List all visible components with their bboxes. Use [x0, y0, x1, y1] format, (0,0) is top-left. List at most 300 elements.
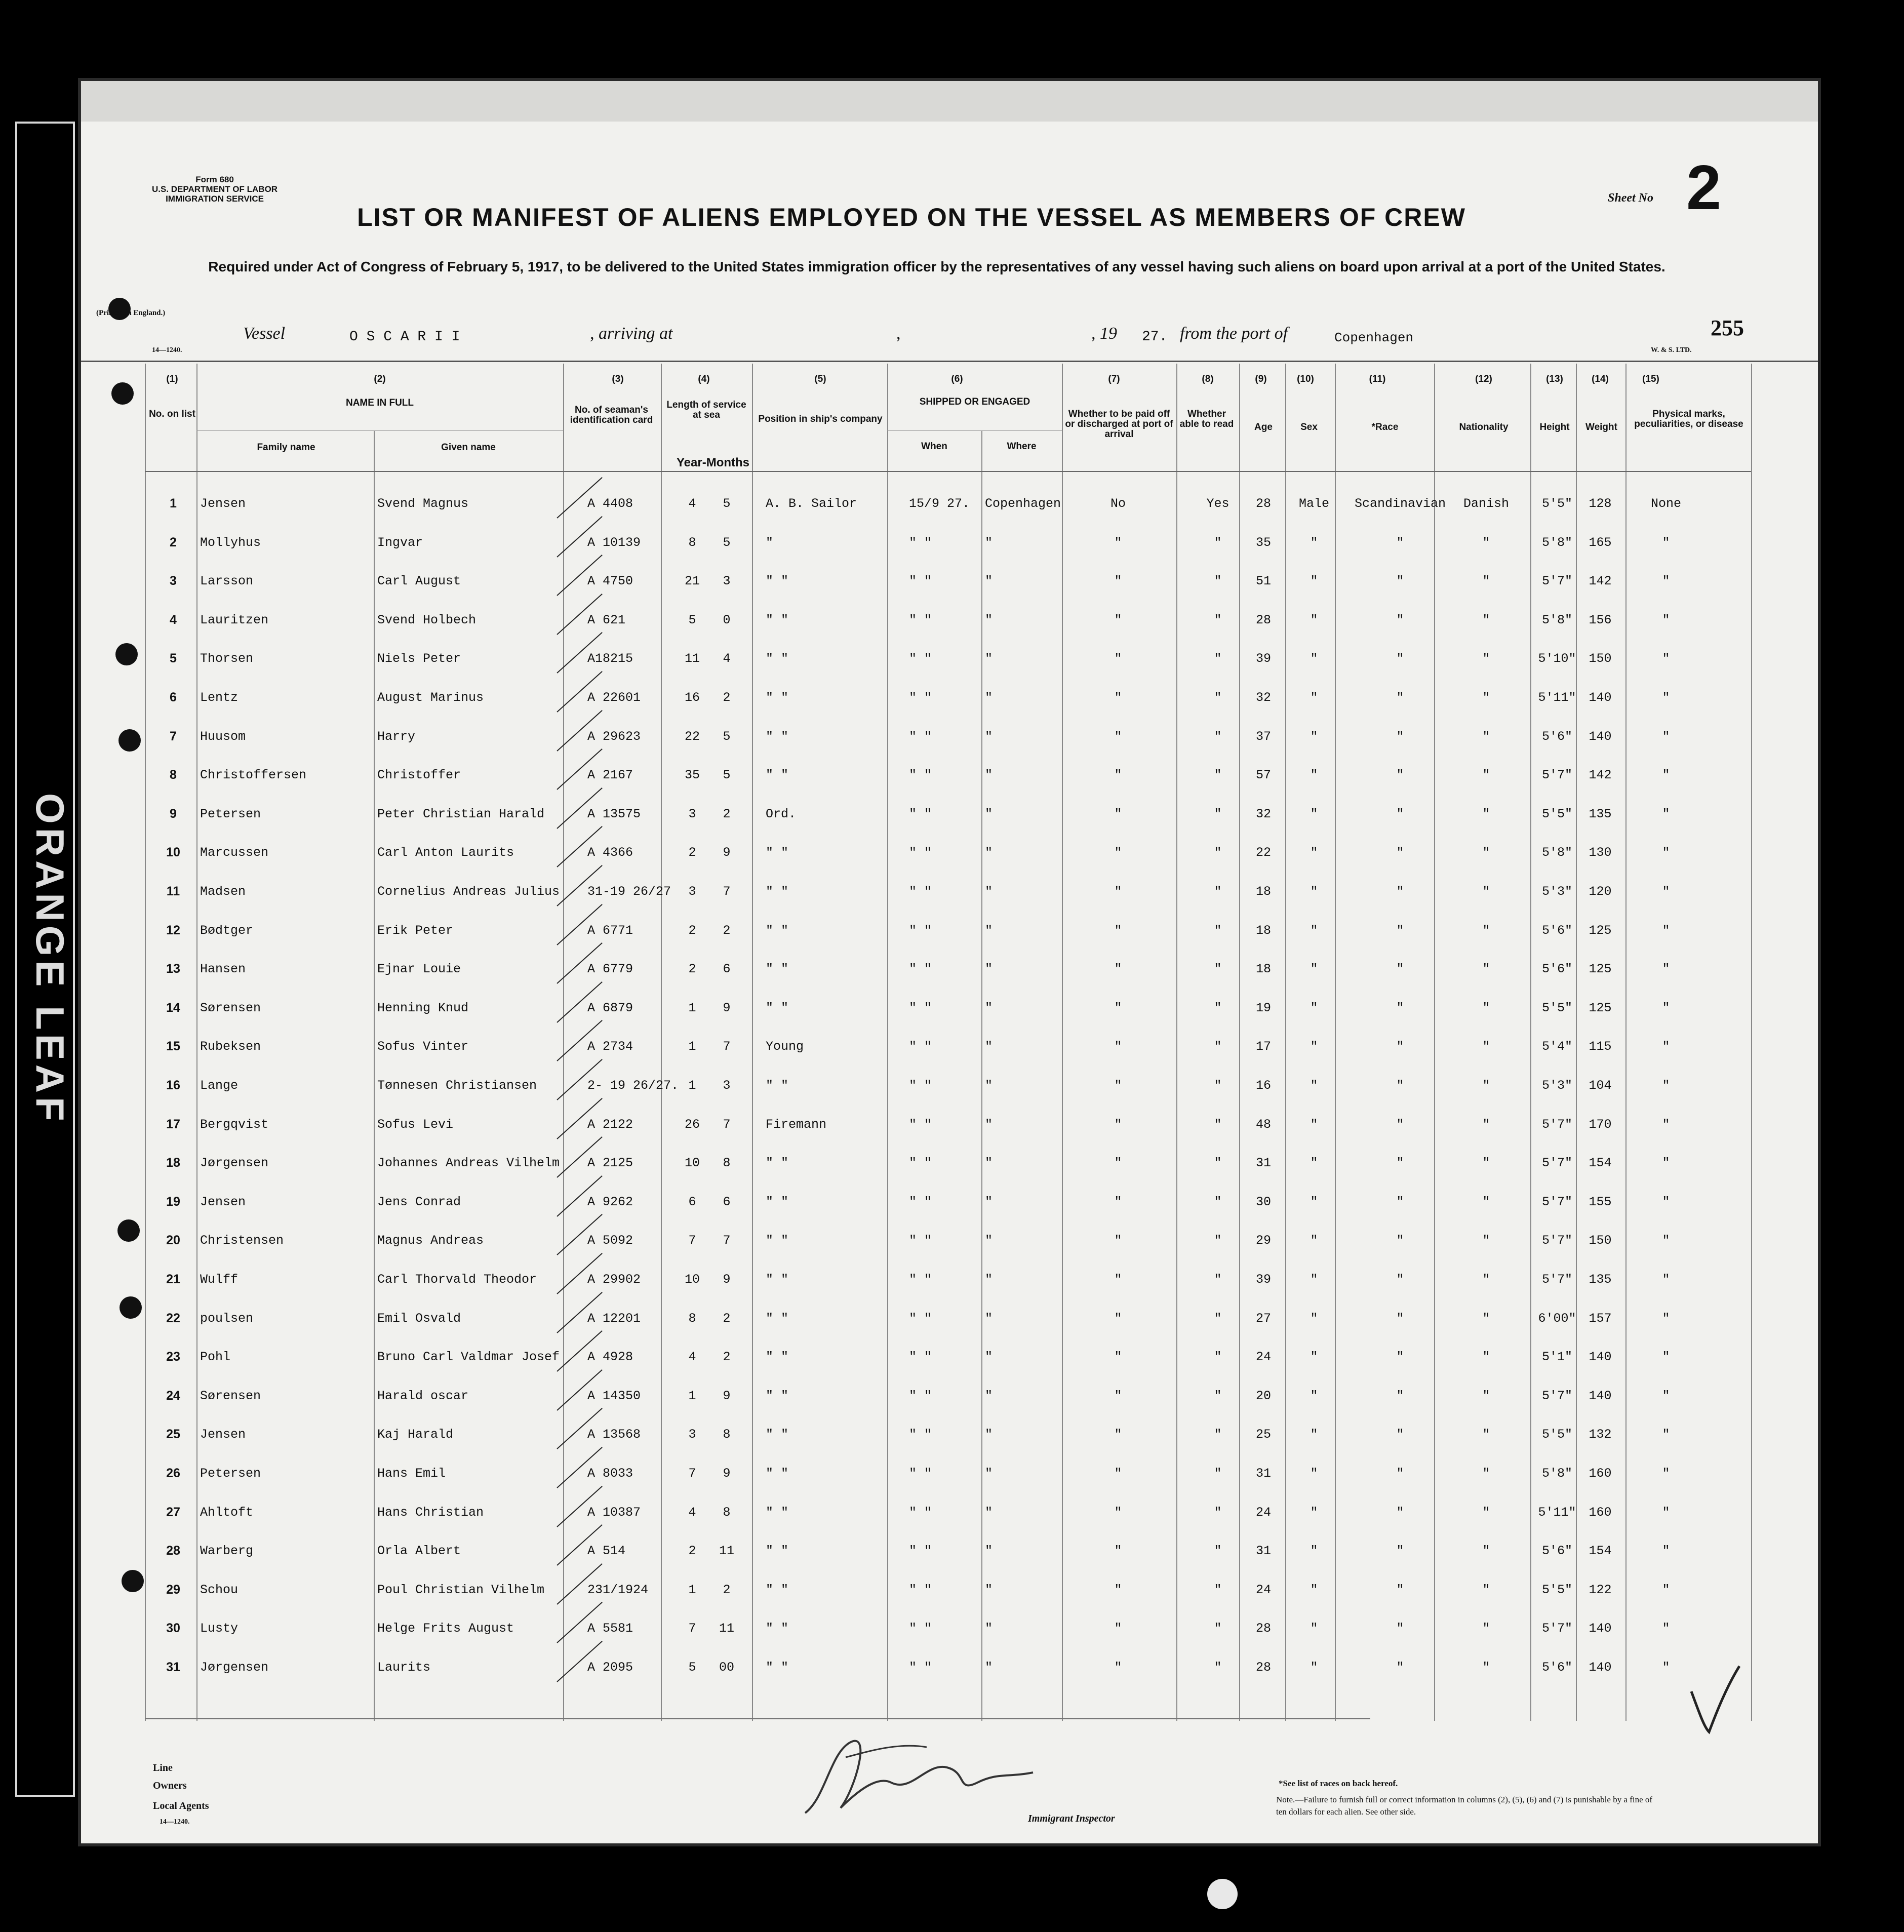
physical-marks: None [1650, 496, 1681, 511]
service-years: 3 [688, 1427, 696, 1442]
service-years: 2 [688, 1544, 696, 1559]
service-years: 1 [688, 1039, 696, 1054]
weight: 104 [1589, 1078, 1612, 1093]
service-months: 6 [723, 962, 731, 977]
row-number: 7 [170, 729, 177, 743]
height: 5'7" [1541, 1156, 1572, 1171]
service-years: 35 [684, 768, 700, 783]
able-to-read: " [1214, 884, 1222, 899]
weight: 132 [1589, 1427, 1612, 1442]
table-row [0, 1621, 1904, 1641]
side-label-strip: ORANGE LEAF [15, 122, 75, 1797]
shipped-when: " " [909, 1272, 932, 1287]
height: 6'00" [1538, 1311, 1576, 1326]
age: 24 [1255, 1505, 1271, 1520]
row-number: 21 [166, 1272, 180, 1286]
sex: " [1310, 1350, 1318, 1365]
weight: 150 [1589, 651, 1612, 666]
id-card-number: 231/1924 [587, 1582, 649, 1597]
nationality: " [1482, 1660, 1490, 1675]
shipped-when: " " [909, 1078, 932, 1093]
nationality: " [1482, 1000, 1490, 1015]
height: 5'4" [1541, 1039, 1572, 1054]
shipped-where: " [985, 1194, 993, 1209]
height: 5'7" [1541, 1233, 1572, 1248]
shipped-where: " [985, 845, 993, 860]
row-number: 17 [166, 1117, 180, 1131]
weight: 140 [1589, 690, 1612, 705]
family-name: Lauritzen [200, 612, 269, 627]
id-card-number: A 2734 [587, 1039, 633, 1054]
given-name: Ejnar Louie [377, 962, 461, 977]
height: 5'6" [1541, 962, 1572, 977]
position: " " [766, 1156, 789, 1171]
table-row [0, 574, 1904, 594]
nationality: " [1482, 1427, 1490, 1442]
paid-off: " [1114, 1466, 1122, 1481]
row-number: 1 [170, 496, 177, 510]
sex: " [1310, 806, 1318, 821]
weight: 160 [1589, 1505, 1612, 1520]
id-card-number: A 6879 [587, 1000, 633, 1015]
physical-marks: " [1662, 845, 1670, 860]
name-subheader-rule [196, 430, 563, 431]
service-months: 9 [723, 1466, 731, 1481]
age: 31 [1255, 1544, 1271, 1559]
table-row [0, 613, 1904, 633]
given-name: Johannes Andreas Vilhelm [377, 1156, 560, 1171]
check-mark-icon [1686, 1661, 1742, 1737]
header-top-rule [81, 361, 1818, 362]
service-months: 8 [723, 1427, 731, 1442]
service-months: 0 [723, 612, 731, 627]
position: " " [766, 768, 789, 783]
service-years: 10 [684, 1272, 700, 1287]
position: " " [766, 651, 789, 666]
service-years: 5 [688, 1660, 696, 1675]
header-paid-off: Whether to be paid off or discharged at port of arrival [1065, 409, 1173, 440]
able-to-read: " [1214, 535, 1222, 550]
paid-off: " [1114, 1621, 1122, 1636]
position: " " [766, 1078, 789, 1093]
able-to-read: " [1214, 1117, 1222, 1132]
colnum-14: (14) [1592, 374, 1609, 384]
paid-off: " [1114, 1582, 1122, 1597]
colnum-12: (12) [1475, 374, 1492, 384]
shipped-where: " [985, 1078, 993, 1093]
shipped-where: " [985, 923, 993, 938]
colnum-3: (3) [612, 374, 624, 384]
position: " " [766, 1660, 789, 1675]
row-number: 23 [166, 1350, 180, 1364]
physical-marks: " [1662, 1272, 1670, 1287]
weight: 140 [1589, 1621, 1612, 1636]
able-to-read: " [1214, 729, 1222, 744]
id-card-number: A 4928 [587, 1350, 633, 1365]
given-name: Hans Christian [377, 1505, 484, 1520]
id-card-number: A 10387 [587, 1505, 641, 1520]
physical-marks: " [1662, 729, 1670, 744]
table-end-rule [145, 1718, 1370, 1719]
position: " " [766, 845, 789, 860]
sex: " [1310, 535, 1318, 550]
given-name: Cornelius Andreas Julius [377, 884, 560, 899]
service-months: 00 [719, 1660, 734, 1675]
id-card-number: A 13568 [587, 1427, 641, 1442]
nationality: " [1482, 806, 1490, 821]
nationality: " [1482, 651, 1490, 666]
header-given-name: Given name [441, 442, 496, 453]
race: " [1396, 1427, 1404, 1442]
sex: " [1310, 1117, 1318, 1132]
family-name: Christoffersen [200, 768, 307, 783]
height: 5'5" [1541, 496, 1572, 511]
header-race: *Race [1371, 422, 1399, 432]
document-subtitle: Required under Act of Congress of February 5, 1917, to be delivered to the United States immigration officer by the representatives of any vessel having such aliens on board upon arrival at a port of the United States. [208, 259, 1665, 274]
shipped-where: " [985, 1117, 993, 1132]
nationality: " [1482, 1311, 1490, 1326]
sex: " [1310, 1505, 1318, 1520]
sex: " [1310, 1233, 1318, 1248]
height: 5'11" [1538, 690, 1576, 705]
given-name: Kaj Harald [377, 1427, 454, 1442]
sex: " [1310, 845, 1318, 860]
punch-hole-icon [111, 382, 134, 405]
age: 28 [1255, 1621, 1271, 1636]
able-to-read: " [1214, 1427, 1222, 1442]
paid-off: " [1114, 729, 1122, 744]
id-card-number: A 8033 [587, 1466, 633, 1481]
service-years: 21 [684, 574, 700, 589]
physical-marks: " [1662, 1000, 1670, 1015]
sex: " [1310, 612, 1318, 627]
given-name: Helge Frits August [377, 1621, 514, 1636]
physical-marks: " [1662, 1311, 1670, 1326]
id-card-number: A 5581 [587, 1621, 633, 1636]
year-prefix: , 19 [1091, 324, 1117, 343]
table-row [0, 1039, 1904, 1059]
service-years: 4 [688, 496, 696, 511]
service-months: 7 [723, 1233, 731, 1248]
height: 5'7" [1541, 574, 1572, 589]
weight: 122 [1589, 1582, 1612, 1597]
able-to-read: " [1214, 1311, 1222, 1326]
able-to-read: " [1214, 1078, 1222, 1093]
shipped-where: " [985, 651, 993, 666]
colnum-5: (5) [814, 374, 826, 384]
paid-off: " [1114, 651, 1122, 666]
position: " " [766, 1544, 789, 1559]
weight: 140 [1589, 1660, 1612, 1675]
physical-marks: " [1662, 535, 1670, 550]
row-number: 19 [166, 1194, 180, 1209]
able-to-read: " [1214, 1621, 1222, 1636]
shipped-where: " [985, 1466, 993, 1481]
race: " [1396, 1117, 1404, 1132]
nationality: " [1482, 1272, 1490, 1287]
sex: " [1310, 1427, 1318, 1442]
footer-agents-label: Local Agents [153, 1800, 209, 1811]
height: 5'5" [1541, 806, 1572, 821]
physical-marks: " [1662, 1388, 1670, 1403]
paid-off: " [1114, 1117, 1122, 1132]
weight: 140 [1589, 1350, 1612, 1365]
paid-off: No [1110, 496, 1126, 511]
row-number: 5 [170, 651, 177, 666]
shipped-where: " [985, 1388, 993, 1403]
shipped-where: " [985, 612, 993, 627]
sex: " [1310, 1388, 1318, 1403]
service-years: 6 [688, 1194, 696, 1209]
age: 28 [1255, 1660, 1271, 1675]
sex: Male [1298, 496, 1329, 511]
service-years: 4 [688, 1350, 696, 1365]
age: 18 [1255, 923, 1271, 938]
shipped-where: " [985, 1621, 993, 1636]
family-name: Madsen [200, 884, 246, 899]
sex: " [1310, 651, 1318, 666]
height: 5'7" [1541, 1194, 1572, 1209]
height: 5'8" [1541, 845, 1572, 860]
able-to-read: " [1214, 1233, 1222, 1248]
service-months: 5 [723, 535, 731, 550]
family-name: Bergqvist [200, 1117, 269, 1132]
height: 5'7" [1541, 768, 1572, 783]
table-row [0, 807, 1904, 827]
given-name: Svend Magnus [377, 496, 469, 511]
shipped-when: " " [909, 1350, 932, 1365]
paid-off: " [1114, 1000, 1122, 1015]
header-shipped-engaged: SHIPPED OR ENGAGED [919, 397, 1030, 407]
weight: 155 [1589, 1194, 1612, 1209]
paid-off: " [1114, 845, 1122, 860]
table-row [0, 1389, 1904, 1409]
id-card-number: A 6771 [587, 923, 633, 938]
given-name: Peter Christian Harald [377, 806, 545, 821]
service-years: 1 [688, 1582, 696, 1597]
shipped-when: " " [909, 806, 932, 821]
service-years: 1 [688, 1078, 696, 1093]
shipped-when: " " [909, 923, 932, 938]
given-name: Carl Anton Laurits [377, 845, 514, 860]
table-row [0, 923, 1904, 943]
physical-marks: " [1662, 651, 1670, 666]
row-number: 9 [170, 806, 177, 821]
table-row [0, 651, 1904, 672]
age: 27 [1255, 1311, 1271, 1326]
position: " " [766, 612, 789, 627]
race: " [1396, 1194, 1404, 1209]
family-name: Bødtger [200, 923, 254, 938]
position: " " [766, 1000, 789, 1015]
family-name: Warberg [200, 1544, 254, 1559]
shipped-where: Copenhagen [985, 496, 1061, 511]
weight: 125 [1589, 923, 1612, 938]
id-card-number: A 12201 [587, 1311, 641, 1326]
weight: 140 [1589, 1388, 1612, 1403]
position: " " [766, 923, 789, 938]
nationality: " [1482, 1466, 1490, 1481]
shipped-where: " [985, 1039, 993, 1054]
physical-marks: " [1662, 806, 1670, 821]
shipped-when: " " [909, 1156, 932, 1171]
shipped-where: " [985, 768, 993, 783]
able-to-read: " [1214, 1466, 1222, 1481]
colnum-8: (8) [1202, 374, 1214, 384]
form-code-right: W. & S. LTD. [1651, 346, 1692, 354]
table-row [0, 1660, 1904, 1680]
shipped-when: 15/9 27. [909, 496, 970, 511]
footer-races-note: *See list of races on back hereof. [1279, 1779, 1398, 1788]
weight: 157 [1589, 1311, 1612, 1326]
age: 20 [1255, 1388, 1271, 1403]
shipped-where: " [985, 962, 993, 977]
row-number: 14 [166, 1000, 180, 1015]
table-row [0, 1001, 1904, 1021]
paid-off: " [1114, 884, 1122, 899]
sex: " [1310, 1311, 1318, 1326]
height: 5'11" [1538, 1505, 1576, 1520]
arriving-comma: , [896, 324, 901, 343]
table-row [0, 962, 1904, 982]
height: 5'7" [1541, 1117, 1572, 1132]
colnum-11: (11) [1369, 374, 1386, 384]
age: 18 [1255, 962, 1271, 977]
age: 24 [1255, 1350, 1271, 1365]
family-name: Petersen [200, 806, 261, 821]
height: 5'8" [1541, 1466, 1572, 1481]
physical-marks: " [1662, 768, 1670, 783]
service-years: 16 [684, 690, 700, 705]
position: " " [766, 690, 789, 705]
table-row [0, 845, 1904, 865]
able-to-read: " [1214, 1156, 1222, 1171]
service-months: 2 [723, 1311, 731, 1326]
colnum-1: (1) [166, 374, 178, 384]
age: 25 [1255, 1427, 1271, 1442]
position: " " [766, 1582, 789, 1597]
shipped-when: " " [909, 612, 932, 627]
position: " " [766, 1233, 789, 1248]
id-card-number: A 10139 [587, 535, 641, 550]
sex: " [1310, 1039, 1318, 1054]
sex: " [1310, 884, 1318, 899]
physical-marks: " [1662, 1350, 1670, 1365]
given-name: Harry [377, 729, 416, 744]
race: " [1396, 651, 1404, 666]
position: " " [766, 1272, 789, 1287]
position: " " [766, 1194, 789, 1209]
table-row [0, 1350, 1904, 1370]
shipped-when: " " [909, 1544, 932, 1559]
given-name: Emil Osvald [377, 1311, 461, 1326]
vessel-label: Vessel [243, 324, 286, 343]
service-months: 2 [723, 690, 731, 705]
shipped-where: " [985, 1311, 993, 1326]
sex: " [1310, 1156, 1318, 1171]
table-row [0, 1311, 1904, 1331]
nationality: " [1482, 923, 1490, 938]
physical-marks: " [1662, 1544, 1670, 1559]
row-number: 29 [166, 1582, 180, 1597]
row-number: 28 [166, 1544, 180, 1558]
weight: 142 [1589, 768, 1612, 783]
row-number: 4 [170, 612, 177, 627]
printed-note: (Printed in England.) [96, 309, 166, 317]
table-row [0, 1544, 1904, 1564]
family-name: Mollyhus [200, 535, 261, 550]
shipped-when: " " [909, 768, 932, 783]
weight: 135 [1589, 806, 1612, 821]
service-months: 11 [719, 1544, 734, 1559]
race: " [1396, 884, 1404, 899]
nationality: " [1482, 729, 1490, 744]
sex: " [1310, 1660, 1318, 1675]
page-number: 255 [1711, 316, 1744, 340]
family-name: Jørgensen [200, 1660, 269, 1675]
age: 32 [1255, 690, 1271, 705]
shipped-when: " " [909, 1466, 932, 1481]
age: 48 [1255, 1117, 1271, 1132]
able-to-read: Yes [1206, 496, 1229, 511]
given-name: Carl August [377, 574, 461, 589]
height: 5'5" [1541, 1427, 1572, 1442]
race: " [1396, 1621, 1404, 1636]
age: 19 [1255, 1000, 1271, 1015]
service-years: 7 [688, 1466, 696, 1481]
sex: " [1310, 1466, 1318, 1481]
race: " [1396, 612, 1404, 627]
position: Young [766, 1039, 804, 1054]
header-no-on-list: No. on list [149, 409, 195, 419]
able-to-read: " [1214, 690, 1222, 705]
service-years: 10 [684, 1156, 700, 1171]
shipped-when: " " [909, 1117, 932, 1132]
weight: 128 [1589, 496, 1612, 511]
paid-off: " [1114, 1311, 1122, 1326]
age: 18 [1255, 884, 1271, 899]
position: " " [766, 1388, 789, 1403]
shipped-when: " " [909, 729, 932, 744]
header-able-to-read: Whether able to read [1179, 409, 1234, 429]
service-months: 9 [723, 1000, 731, 1015]
service-months: 3 [723, 574, 731, 589]
shipped-when: " " [909, 884, 932, 899]
height: 5'5" [1541, 1000, 1572, 1015]
table-row [0, 768, 1904, 788]
paid-off: " [1114, 1039, 1122, 1054]
weight: 120 [1589, 884, 1612, 899]
row-number: 6 [170, 690, 177, 704]
paid-off: " [1114, 1505, 1122, 1520]
sex: " [1310, 1000, 1318, 1015]
vessel-name: O S C A R I I [349, 329, 460, 345]
physical-marks: " [1662, 1505, 1670, 1520]
sex: " [1310, 1078, 1318, 1093]
nationality: Danish [1463, 496, 1509, 511]
age: 32 [1255, 806, 1271, 821]
shipped-when: " " [909, 1000, 932, 1015]
race: " [1396, 1505, 1404, 1520]
form-code-left: 14—1240. [152, 346, 182, 354]
family-name: Lange [200, 1078, 239, 1093]
id-card-number: A 6779 [587, 962, 633, 977]
id-card-number: A 621 [587, 612, 626, 627]
service-months: 7 [723, 1039, 731, 1054]
able-to-read: " [1214, 1660, 1222, 1675]
physical-marks: " [1662, 923, 1670, 938]
weight: 150 [1589, 1233, 1612, 1248]
